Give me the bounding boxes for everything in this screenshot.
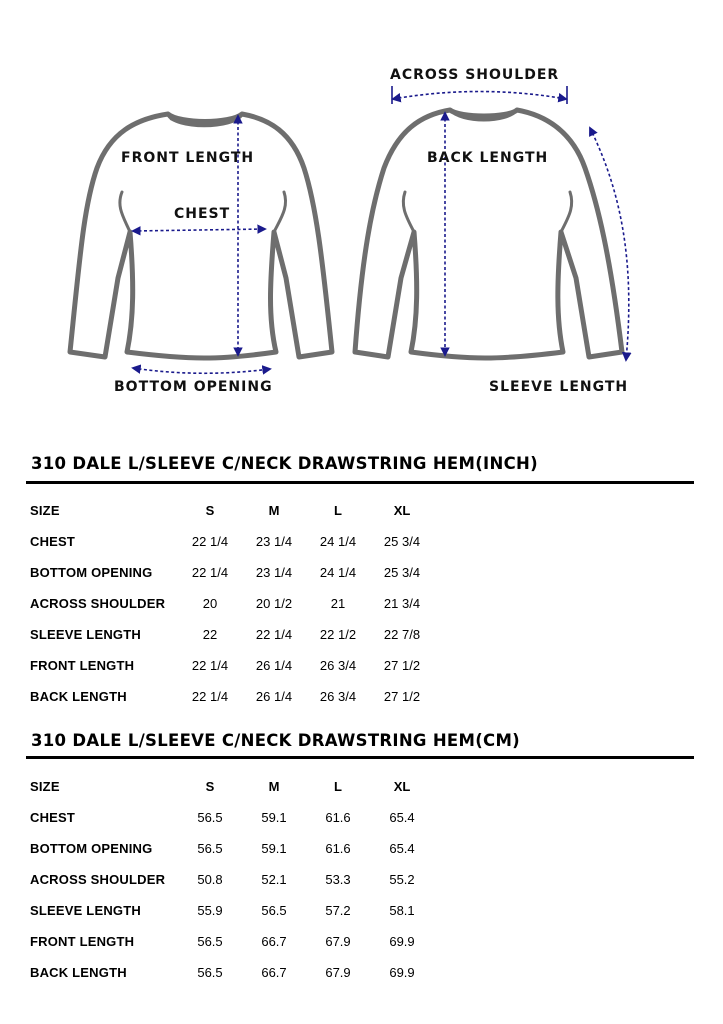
measurement-diagram — [0, 0, 723, 410]
cell-value: 67.9 — [325, 965, 351, 980]
back-sweater-outline — [355, 110, 622, 358]
table-row — [30, 864, 434, 895]
table-row — [30, 833, 434, 864]
row-label: BACK LENGTH — [30, 689, 127, 704]
cell-value: 23 1/4 — [255, 565, 293, 580]
cell-value: 69.9 — [389, 934, 415, 949]
across-shoulder-label: ACROSS SHOULDER — [390, 67, 560, 83]
cell-value: 21 — [330, 596, 346, 611]
cm-table-title: 310 DALE L/SLEEVE C/NECK DRAWSTRING HEM(CM) — [31, 731, 521, 750]
cell-value: 22 7/8 — [383, 627, 421, 642]
table-row — [30, 588, 434, 619]
cell-value: 58.1 — [389, 903, 415, 918]
table-row — [30, 650, 434, 681]
cell-value: 57.2 — [325, 903, 351, 918]
table-row — [30, 681, 434, 712]
row-label: ACROSS SHOULDER — [30, 872, 166, 887]
cell-value: 22 1/4 — [191, 565, 229, 580]
cm-title-divider — [26, 756, 694, 759]
cell-value: 55.2 — [389, 872, 415, 887]
row-label: CHEST — [30, 534, 76, 549]
cell-value: 52.1 — [261, 872, 287, 887]
cell-value: 22 1/4 — [191, 658, 229, 673]
row-label: FRONT LENGTH — [30, 658, 135, 673]
cell-value: 56.5 — [197, 810, 223, 825]
cell-value: 53.3 — [325, 872, 351, 887]
front-length-label: FRONT LENGTH — [121, 150, 255, 166]
table-header-row — [30, 495, 434, 526]
cell-value: 56.5 — [197, 841, 223, 856]
inch-table-title: 310 DALE L/SLEEVE C/NECK DRAWSTRING HEM(INCH) — [31, 454, 538, 473]
row-label: BOTTOM OPENING — [30, 565, 153, 580]
diagram-graphics — [0, 0, 723, 410]
cell-value: 25 3/4 — [383, 534, 421, 549]
table-header-row — [30, 771, 434, 802]
chest-label: CHEST — [174, 206, 231, 222]
row-label: SLEEVE LENGTH — [30, 627, 141, 642]
cell-value: 26 3/4 — [319, 658, 357, 673]
cell-value: 65.4 — [389, 810, 415, 825]
cell-value: 55.9 — [197, 903, 223, 918]
table-row — [30, 957, 434, 988]
cell-value: 22 1/4 — [191, 689, 229, 704]
size-s-header: S — [205, 503, 215, 518]
inch-title-divider — [26, 481, 694, 484]
table-row — [30, 895, 434, 926]
cell-value: 61.6 — [325, 841, 351, 856]
bottom-opening-arrow — [133, 368, 270, 373]
cell-value: 22 1/2 — [319, 627, 357, 642]
size-header: SIZE — [30, 503, 60, 518]
row-label: ACROSS SHOULDER — [30, 596, 166, 611]
row-label: BACK LENGTH — [30, 965, 127, 980]
sleeve-length-label: SLEEVE LENGTH — [489, 379, 629, 395]
table-row — [30, 557, 434, 588]
cell-value: 26 1/4 — [255, 689, 293, 704]
size-s-header: S — [205, 779, 215, 794]
row-label: CHEST — [30, 810, 76, 825]
table-row — [30, 802, 434, 833]
cell-value: 67.9 — [325, 934, 351, 949]
inch-size-table — [30, 495, 434, 712]
bottom-opening-label: BOTTOM OPENING — [114, 379, 273, 395]
size-l-header: L — [334, 779, 342, 794]
cell-value: 24 1/4 — [319, 565, 357, 580]
across-shoulder-arrow — [393, 92, 566, 100]
row-label: FRONT LENGTH — [30, 934, 135, 949]
cell-value: 50.8 — [197, 872, 223, 887]
size-m-header: M — [268, 503, 280, 518]
cell-value: 59.1 — [261, 841, 287, 856]
cell-value: 56.5 — [261, 903, 287, 918]
cell-value: 26 1/4 — [255, 658, 293, 673]
table-row — [30, 619, 434, 650]
table-row — [30, 526, 434, 557]
back-length-label: BACK LENGTH — [427, 150, 549, 166]
cell-value: 56.5 — [197, 965, 223, 980]
cell-value: 22 — [202, 627, 218, 642]
cell-value: 23 1/4 — [255, 534, 293, 549]
cell-value: 20 1/2 — [255, 596, 293, 611]
cell-value: 56.5 — [197, 934, 223, 949]
size-m-header: M — [268, 779, 280, 794]
size-l-header: L — [334, 503, 342, 518]
cell-value: 27 1/2 — [383, 689, 421, 704]
size-header: SIZE — [30, 779, 60, 794]
cell-value: 20 — [202, 596, 218, 611]
cell-value: 21 3/4 — [383, 596, 421, 611]
cell-value: 66.7 — [261, 934, 287, 949]
row-label: BOTTOM OPENING — [30, 841, 153, 856]
cell-value: 65.4 — [389, 841, 415, 856]
cell-value: 22 1/4 — [191, 534, 229, 549]
cell-value: 69.9 — [389, 965, 415, 980]
cell-value: 59.1 — [261, 810, 287, 825]
cell-value: 61.6 — [325, 810, 351, 825]
cell-value: 26 3/4 — [319, 689, 357, 704]
cell-value: 27 1/2 — [383, 658, 421, 673]
size-xl-header: XL — [393, 779, 411, 794]
cell-value: 22 1/4 — [255, 627, 293, 642]
cell-value: 25 3/4 — [383, 565, 421, 580]
cm-size-table — [30, 771, 434, 988]
row-label: SLEEVE LENGTH — [30, 903, 141, 918]
cell-value: 66.7 — [261, 965, 287, 980]
size-xl-header: XL — [393, 503, 411, 518]
table-row — [30, 926, 434, 957]
cell-value: 24 1/4 — [319, 534, 357, 549]
